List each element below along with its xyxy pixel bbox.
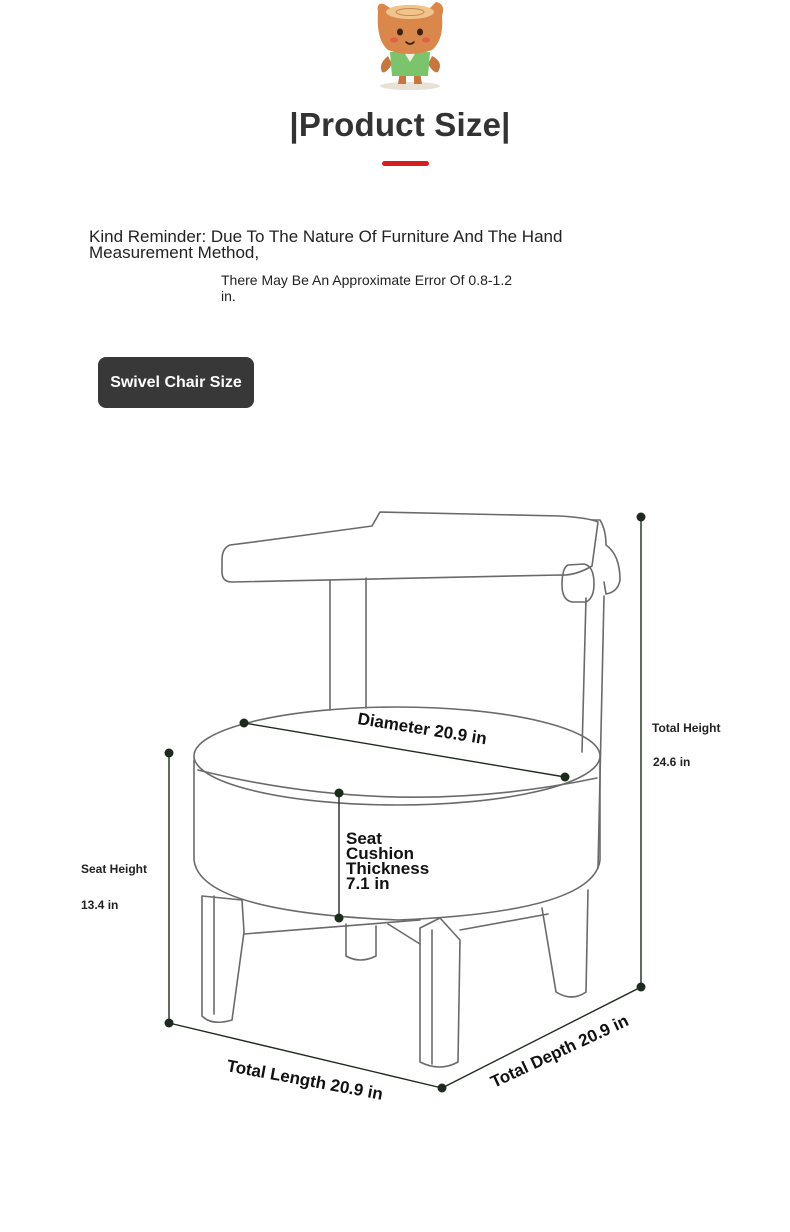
height-top-dot [637, 513, 646, 522]
diameter-label: Diameter 20.9 in [356, 709, 489, 749]
cushion-top-dot [335, 789, 344, 798]
cushion-thickness-line1: Seat [346, 829, 382, 848]
total-height-value: 24.6 in [653, 755, 691, 769]
base-corner-dot [438, 1084, 447, 1093]
swivel-chair-size-button[interactable]: Swivel Chair Size [98, 357, 254, 408]
error-margin-text: There May Be An Approximate Error Of 0.8-1.2 in. [221, 272, 513, 304]
total-height-label: Total Height [652, 721, 721, 735]
kind-reminder-text: Kind Reminder: Due To The Nature Of Furniture And The Hand Measurement Method, [89, 227, 563, 262]
chair-illustration [194, 512, 620, 1067]
diameter-end-dot [561, 773, 570, 782]
total-length-label: Total Length 20.9 in [225, 1056, 385, 1104]
cushion-thickness-line3: Thickness [346, 859, 430, 878]
total-depth-label: Total Depth 20.9 in [487, 1011, 632, 1092]
cushion-bottom-dot [335, 914, 344, 923]
page-title: |Product Size| [289, 106, 511, 143]
cushion-thickness-line2: Cushion [346, 844, 414, 863]
seat-height-value: 13.4 in [81, 898, 119, 912]
diameter-start-dot [240, 719, 249, 728]
cushion-thickness-line4: 7.1 in [346, 874, 390, 893]
seat-height-label: Seat Height [81, 862, 148, 876]
seat-height-top-dot [165, 749, 174, 758]
